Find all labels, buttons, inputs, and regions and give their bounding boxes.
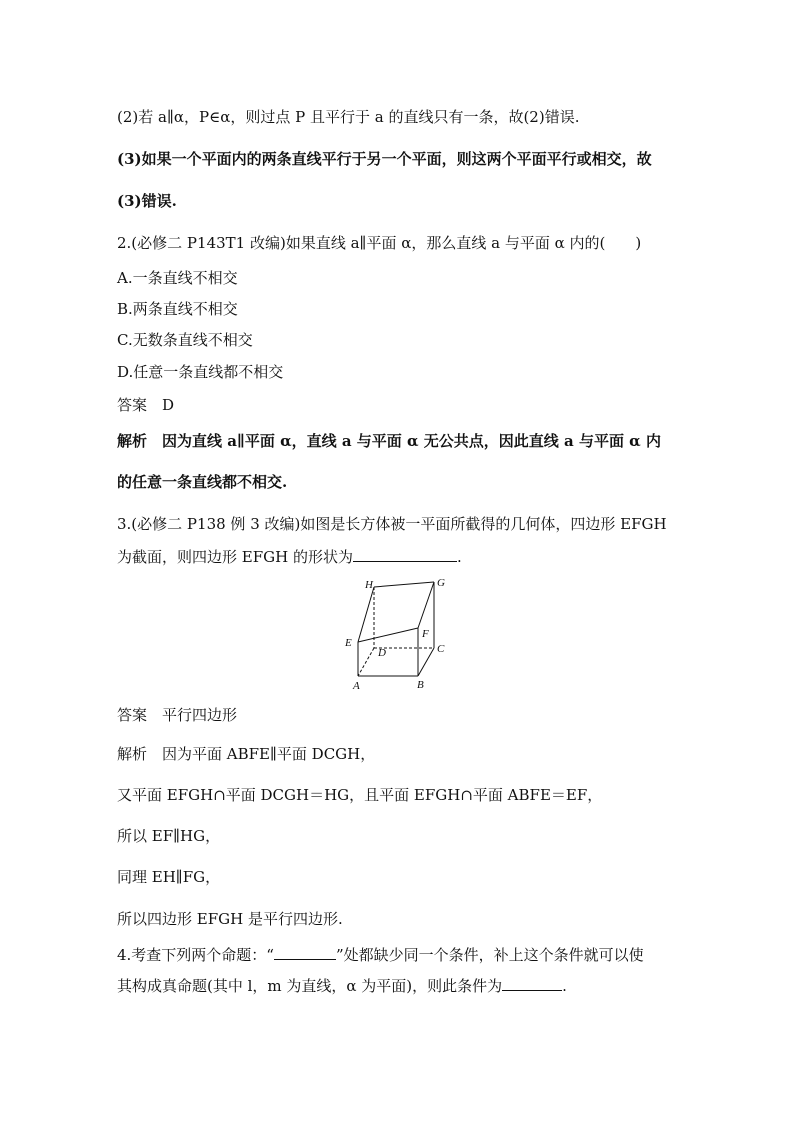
label-a: A (353, 680, 360, 692)
text-line: (2)若 a∥α，P∈α，则过点 P 且平行于 a 的直线只有一条，故(2)错误. (117, 108, 580, 126)
option-b: B.两条直线不相交 (117, 300, 238, 318)
analysis-2: 解析 因为直线 a∥平面 α，直线 a 与平面 α 无公共点，因此直线 a 与平面 α 内 (117, 432, 661, 450)
analysis-2-cont: 的任意一条直线都不相交. (117, 473, 288, 491)
question-4-text-cont: ”处都缺少同一个条件，补上这个条件就可以使 (335, 946, 644, 964)
label-d: D (378, 647, 386, 659)
quote-blank (274, 945, 336, 960)
edge-hg (374, 582, 434, 587)
edge-gf (418, 582, 434, 628)
period: . (456, 548, 462, 566)
edge-da-hidden (358, 648, 374, 676)
question-3-stem: 3.(必修二 P138 例 3 改编)如图是长方体被一平面所截得的几何体，四边形 EFGH (117, 515, 667, 533)
question-3-stem-cont (117, 547, 462, 567)
text-line: (3)错误. (117, 192, 177, 210)
analysis-3-line5: 所以四边形 EFGH 是平行四边形. (117, 910, 343, 928)
truncated-cuboid-figure (336, 572, 456, 694)
analysis-3-line3: 所以 EF∥HG， (117, 827, 221, 845)
answer-3: 答案 平行四边形 (117, 706, 238, 724)
label-g: G (437, 577, 445, 589)
text-line: (3)如果一个平面内的两条直线平行于另一个平面，则这两个平面平行或相交，故 (117, 150, 652, 168)
label-b: B (417, 679, 424, 691)
condition-blank (502, 976, 562, 991)
label-f: F (422, 628, 429, 640)
option-a: A.一条直线不相交 (117, 269, 238, 287)
analysis-3-line2: 又平面 EFGH∩平面 DCGH＝HG，且平面 EFGH∩平面 ABFE＝EF， (117, 786, 603, 804)
option-d: D.任意一条直线都不相交 (117, 363, 284, 381)
edge-ef (358, 628, 418, 642)
period: . (562, 977, 567, 995)
question-4-text: 4.考查下列两个命题：“ (117, 946, 274, 964)
question-4-stem (117, 945, 644, 965)
edge-he (358, 587, 374, 642)
question-4-stem-cont (117, 976, 567, 996)
question-2-stem: 2.(必修二 P143T1 改编)如果直线 a∥平面 α，那么直线 a 与平面 α 内的( ) (117, 234, 642, 252)
question-3-text: 为截面，则四边形 EFGH 的形状为 (117, 548, 353, 566)
option-c: C.无数条直线不相交 (117, 331, 253, 349)
answer-2: 答案 D (117, 396, 175, 414)
edge-bc (418, 648, 434, 676)
question-4-text-2: 其构成真命题(其中 l，m 为直线，α 为平面)，则此条件为 (117, 977, 503, 995)
analysis-3: 解析 因为平面 ABFE∥平面 DCGH， (117, 745, 376, 763)
label-e: E (345, 637, 352, 649)
answer-blank (353, 547, 457, 562)
label-c: C (437, 643, 445, 655)
analysis-3-line4: 同理 EH∥FG， (117, 868, 221, 886)
label-h: H (365, 579, 373, 591)
